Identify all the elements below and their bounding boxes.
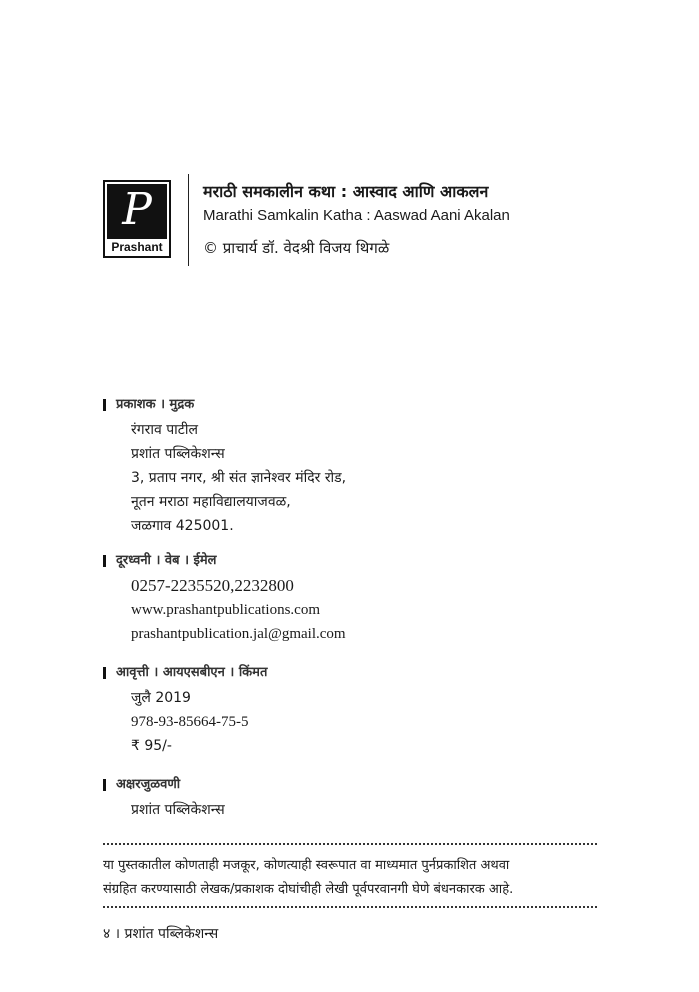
dotted-divider-top xyxy=(103,843,597,845)
logo-mark xyxy=(107,184,167,239)
edition-heading-text: आवृत्ती । आयएसबीएन । किंमत xyxy=(116,665,268,680)
section-marker xyxy=(103,779,106,791)
contact-heading xyxy=(103,552,346,570)
price: ₹ 95/- xyxy=(131,738,172,754)
contact-details xyxy=(131,574,346,646)
edition-details xyxy=(131,686,267,758)
contact-section xyxy=(103,552,346,646)
section-marker xyxy=(103,667,106,679)
publisher-company: प्रशांत पब्लिकेशन्स xyxy=(131,446,225,462)
address-line-2: नूतन मराठा महाविद्यालयाजवळ, xyxy=(131,494,291,510)
book-title-marathi: मराठी समकालीन कथा : आस्वाद आणि आकलन xyxy=(203,182,489,201)
address-line-1: 3, प्रताप नगर, श्री संत ज्ञानेश्वर मंदिर रोड, xyxy=(131,470,347,486)
contact-heading-text: दूरध्वनी । वेब । ईमेल xyxy=(116,553,217,568)
website[interactable]: www.prashantpublications.com xyxy=(131,602,320,618)
section-marker xyxy=(103,555,106,567)
disclaimer-line-2: संग्रहित करण्यासाठी लेखक/प्रकाशक दोघांचीही लेखी पूर्वपरवानगी घेणे बंधनकारक आहे. xyxy=(103,882,514,897)
title-divider xyxy=(188,174,189,266)
publisher-heading-text: प्रकाशक । मुद्रक xyxy=(116,397,195,412)
edition-heading xyxy=(103,664,267,682)
typesetting-section xyxy=(103,776,225,822)
copyright-line: © प्राचार्य डॉ. वेदश्री विजय थिगळे xyxy=(203,239,390,257)
page-footer: ४ । प्रशांत पब्लिकेशन्स xyxy=(103,926,219,942)
section-marker xyxy=(103,399,106,411)
phone-number: 0257-2235520,2232800 xyxy=(131,576,294,595)
edition-section xyxy=(103,664,267,758)
logo-name: Prashant xyxy=(111,240,163,254)
typesetting-heading xyxy=(103,776,225,794)
publisher-heading xyxy=(103,396,346,414)
typesetter: प्रशांत पब्लिकेशन्स xyxy=(131,802,225,818)
address-line-3: जळगाव 425001. xyxy=(131,518,234,534)
copyright-disclaimer xyxy=(103,854,603,902)
book-title-english: Marathi Samkalin Katha : Aaswad Aani Akalan xyxy=(203,207,510,224)
logo-letter: P xyxy=(122,183,152,235)
isbn: 978-93-85664-75-5 xyxy=(131,714,249,730)
title-block xyxy=(203,182,510,258)
typesetting-heading-text: अक्षरजुळवणी xyxy=(116,777,181,792)
typesetting-details xyxy=(131,798,225,822)
publisher-name: रंगराव पाटील xyxy=(131,422,198,438)
disclaimer-line-1: या पुस्तकातील कोणताही मजकूर, कोणत्याही स्वरूपात वा माध्यमात पुर्नप्रकाशित अथवा xyxy=(103,858,510,873)
email[interactable]: prashantpublication.jal@gmail.com xyxy=(131,626,346,642)
publisher-section xyxy=(103,396,346,538)
edition-date: जुलै 2019 xyxy=(131,690,191,706)
publisher-address xyxy=(131,418,346,538)
publisher-logo xyxy=(103,180,171,258)
dotted-divider-bottom xyxy=(103,906,597,908)
